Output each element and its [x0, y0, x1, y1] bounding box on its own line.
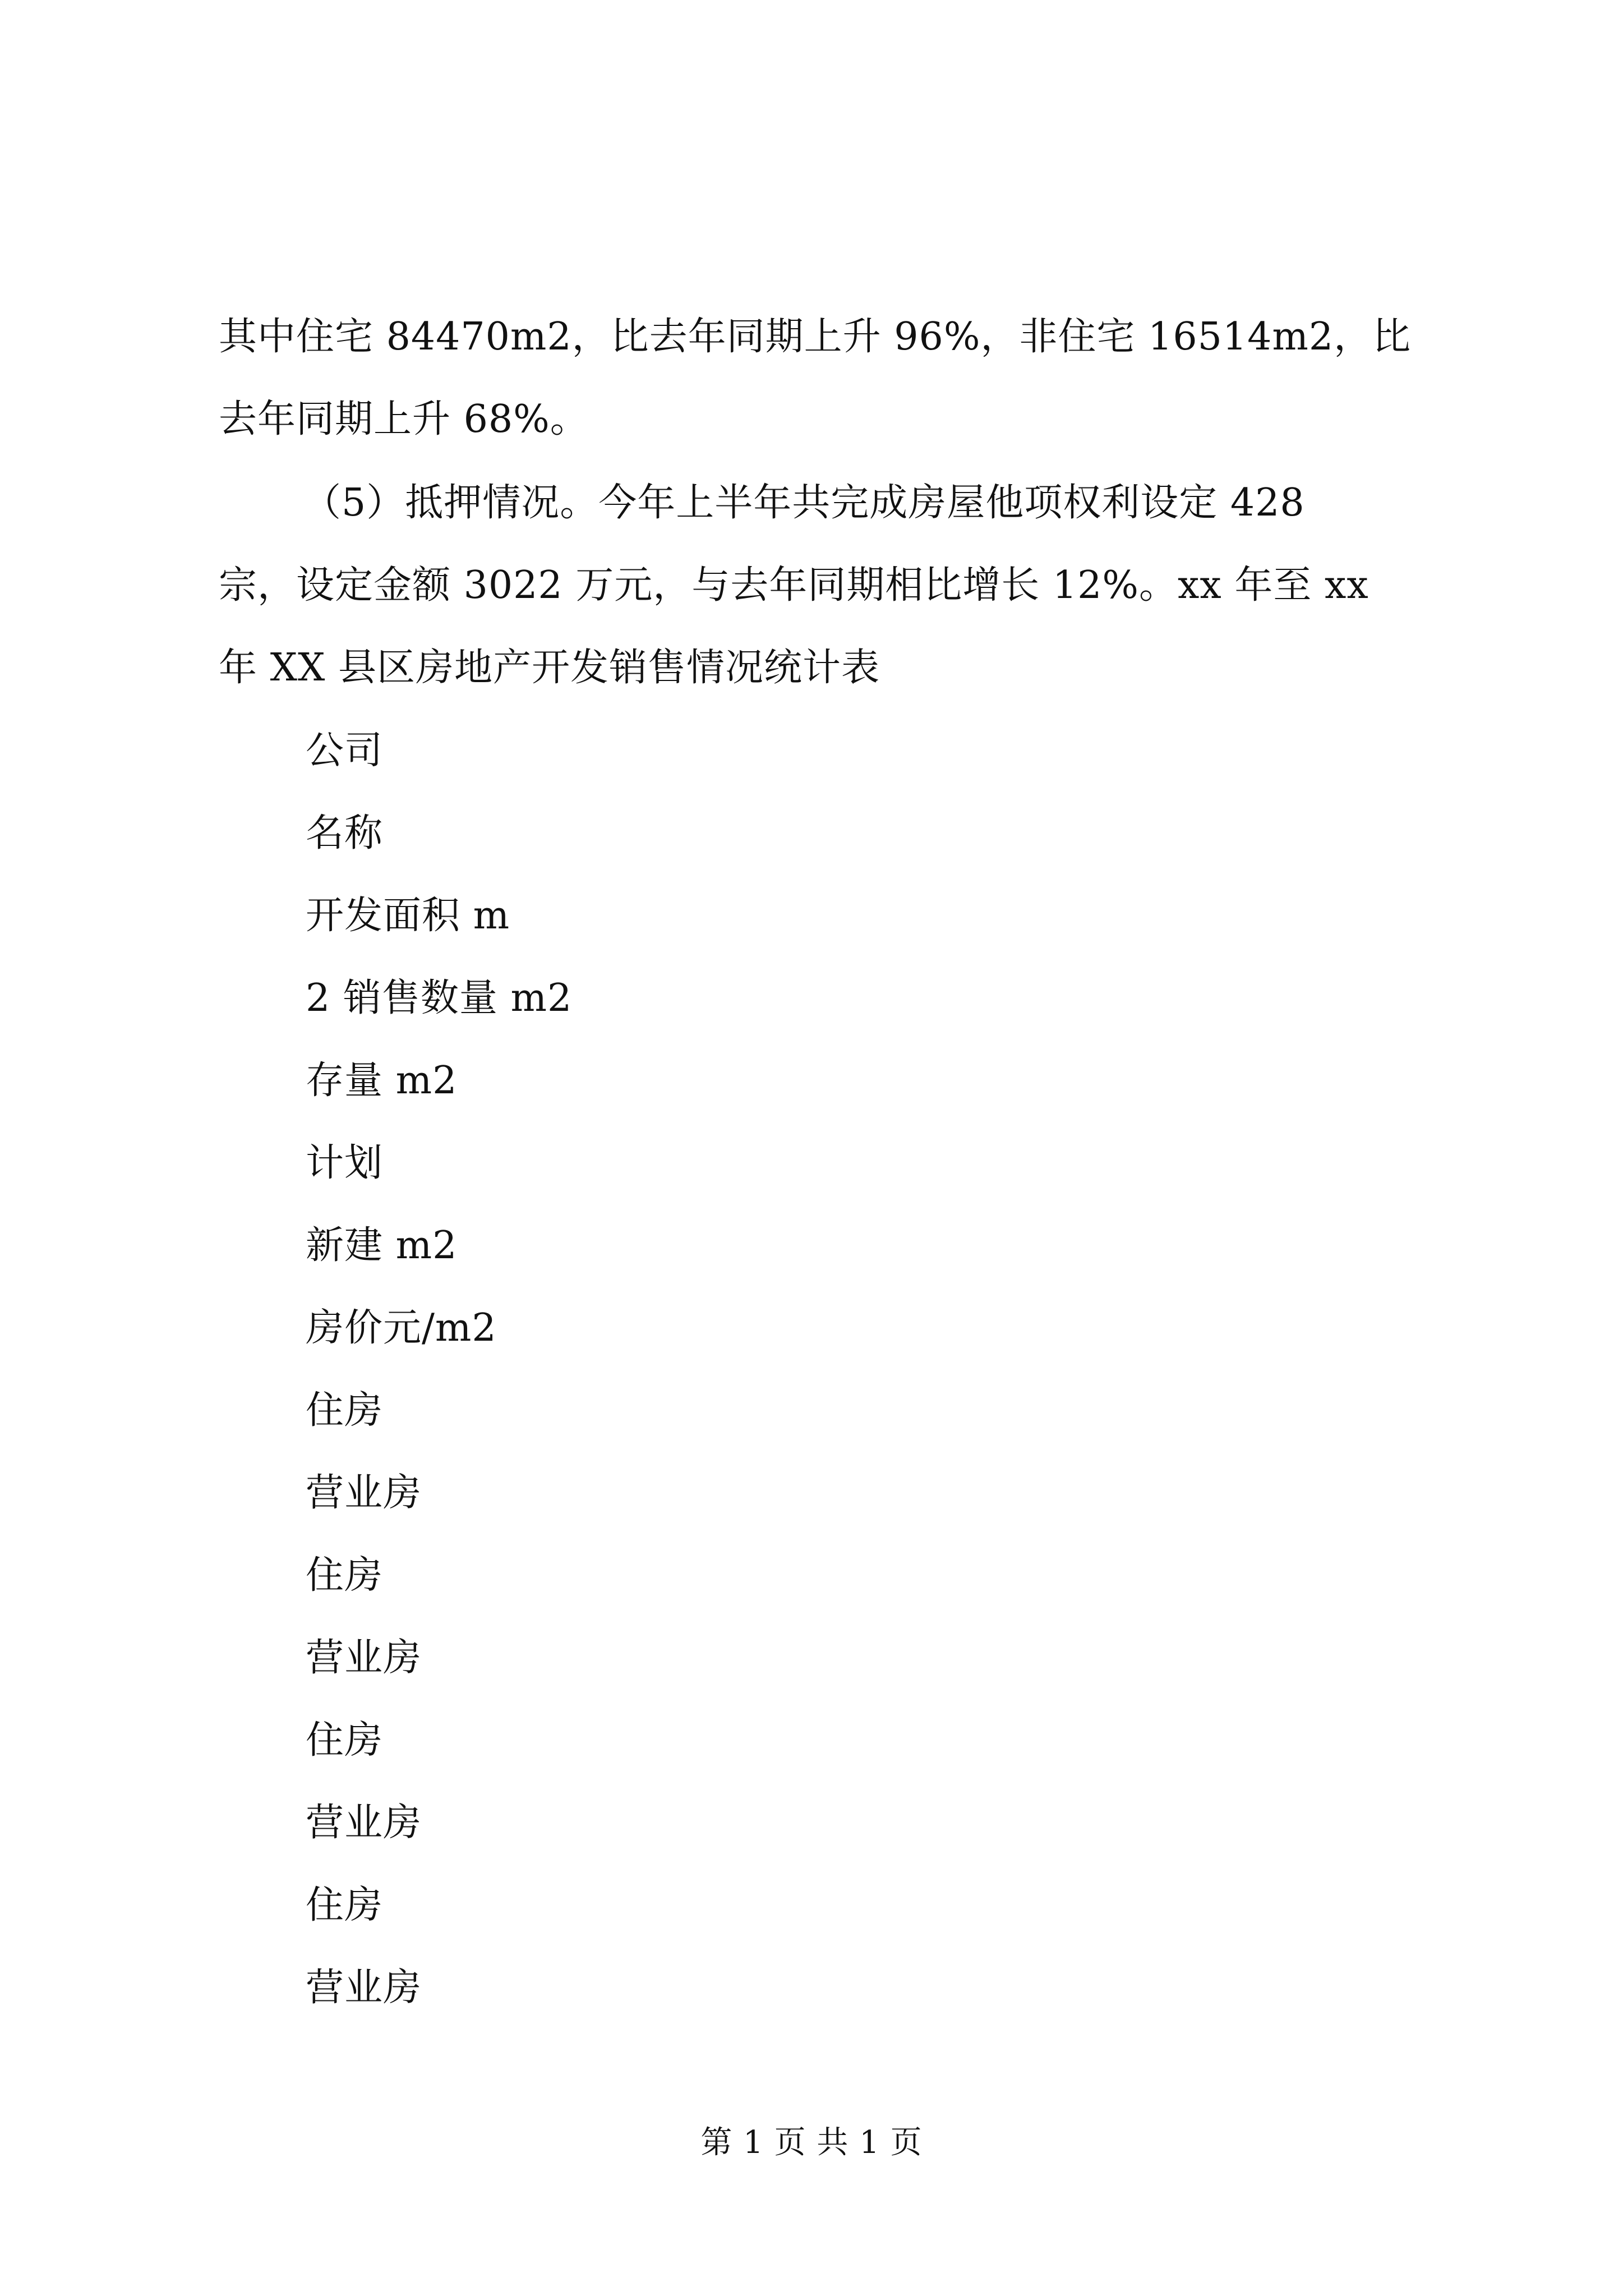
paragraph-housing-area	[219, 296, 1430, 461]
list-item: 存量 m2	[306, 1059, 458, 1103]
list-item: 开发面积 m	[306, 894, 510, 938]
list-item: 计划	[306, 1141, 384, 1185]
table-fragment-list	[306, 710, 572, 2029]
list-item: 住房	[306, 1883, 384, 1927]
paragraph-mortgage	[219, 462, 1430, 709]
list-item: 住房	[306, 1553, 384, 1598]
list-item: 营业房	[306, 1636, 422, 1680]
list-item: 公司	[306, 729, 384, 773]
list-item: 住房	[306, 1388, 384, 1433]
text-line: （5）抵押情况。今年上半年共完成房屋他项权利设定 428	[303, 481, 1305, 525]
text-line: 其中住宅 84470m2，比去年同期上升 96%，非住宅 16514m2，比	[219, 315, 1412, 359]
text-line: 去年同期上升 68%。	[219, 397, 589, 441]
list-item: 房价元/m2	[306, 1306, 497, 1350]
list-item: 2 销售数量 m2	[306, 976, 573, 1020]
page-footer	[0, 2120, 1623, 2165]
table-title-line: 年 XX 县区房地产开发销售情况统计表	[219, 646, 880, 690]
list-item: 名称	[306, 811, 384, 855]
page-number-label: 第 1 页 共 1 页	[700, 2124, 923, 2161]
text-line: 宗，设定金额 3022 万元，与去年同期相比增长 12%。xx 年至 xx	[219, 563, 1369, 608]
list-item: 营业房	[306, 1966, 422, 2010]
list-item: 营业房	[306, 1801, 422, 1845]
list-item: 住房	[306, 1718, 384, 1763]
list-item: 新建 m2	[306, 1223, 458, 1268]
list-item: 营业房	[306, 1471, 422, 1515]
